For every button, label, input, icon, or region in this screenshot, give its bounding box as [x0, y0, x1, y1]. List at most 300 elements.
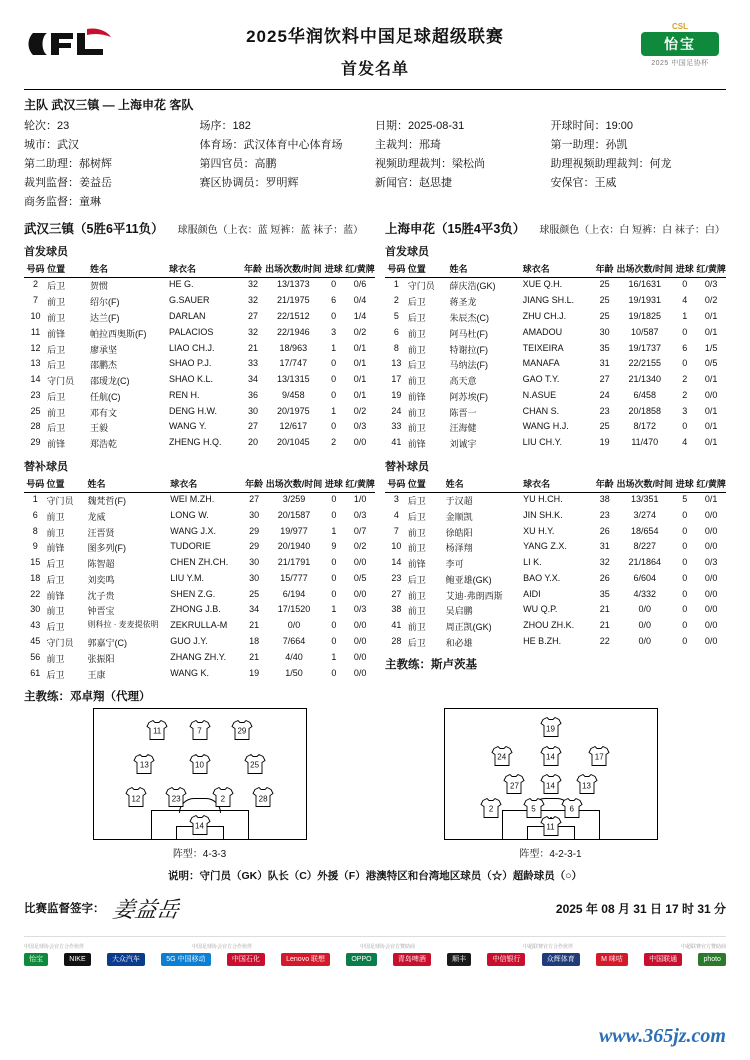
col-cards: 红/黄牌: [345, 476, 375, 493]
table-row: [24, 556, 375, 572]
player-apps: 8/227: [633, 541, 657, 552]
player-shirtname: AIDI: [523, 588, 541, 599]
team-columns: [24, 219, 726, 704]
player-shirtname: GUO J.Y.: [170, 636, 208, 647]
player-shirtname: AMADOU: [522, 326, 563, 337]
info-field: 新闻官：赵思捷: [375, 177, 452, 189]
signature-mark: 姜益岳: [110, 896, 181, 922]
table-row: [24, 619, 375, 635]
player-position: 守门员: [46, 495, 74, 506]
player-shirtname: DENG H.W.: [169, 405, 218, 416]
player-name: 郭嘉宁(C): [87, 638, 127, 649]
table-row: [24, 587, 375, 603]
player-goals: 9: [331, 541, 337, 552]
player-name: 汪晋贤: [87, 527, 115, 538]
player-name: 达兰(F): [89, 312, 120, 323]
player-position: 后卫: [407, 574, 426, 585]
player-age: 30: [599, 326, 610, 337]
player-position: 前卫: [407, 376, 426, 387]
table-row: [24, 650, 375, 666]
player-shirtname: XUE Q.H.: [522, 279, 563, 290]
player-number: 11: [30, 326, 41, 337]
info-field: 场序：182: [199, 120, 251, 132]
table-row: [385, 619, 726, 635]
info-field: 商务监督：童琳: [24, 196, 101, 208]
player-age: 34: [248, 374, 259, 385]
player-cards: 0/1: [353, 374, 367, 385]
player-shirtname: LIU Y.M.: [170, 572, 204, 583]
player-number: 4: [393, 509, 399, 520]
col-number: 号码: [24, 476, 46, 493]
player-cards: 0/1: [704, 405, 718, 416]
player-apps: 18/654: [631, 525, 659, 536]
player-position: 前卫: [46, 653, 65, 664]
player-cards: 0/1: [353, 358, 367, 369]
away-subs-label: 替补球员: [385, 460, 429, 473]
player-position: 后卫: [407, 638, 426, 649]
yibao-logo-icon: 怡宝: [641, 32, 719, 56]
player-cards: 0/0: [353, 620, 367, 631]
pitch-shirt: 28: [251, 787, 275, 808]
csl-mark-label: CSL: [672, 22, 688, 31]
player-number: 8: [393, 342, 399, 353]
player-shirtname: WANG Y.: [169, 421, 207, 432]
player-shirtname: LIU CH.Y.: [522, 437, 562, 448]
player-number: 17: [391, 374, 402, 385]
player-number: 33: [391, 421, 402, 432]
player-name: 王毅: [89, 423, 108, 434]
player-number: 41: [391, 437, 402, 448]
player-apps: 18/963: [279, 342, 308, 353]
player-goals: 4: [682, 437, 688, 448]
player-apps: 7/664: [282, 636, 306, 647]
sponsor-logo-row: [24, 953, 726, 966]
player-cards: 0/0: [353, 557, 367, 568]
player-number: 14: [30, 374, 41, 385]
player-cards: 0/1: [353, 389, 367, 400]
player-name: 阿苏埃(F): [449, 391, 488, 402]
info-field: 裁判监督：姜益岳: [24, 177, 112, 189]
col-age: 年龄: [593, 476, 616, 493]
player-number: 43: [30, 620, 41, 631]
player-position: 前卫: [46, 511, 65, 522]
player-position: 前卫: [407, 622, 426, 633]
pitch-shirt: 2: [211, 787, 235, 808]
match-teams-line: 主队 武汉三镇 — 上海申花 客队: [24, 98, 194, 112]
table-row: [385, 357, 726, 373]
signature-datetime: 2025 年 08 月 31 日 17 时 31 分: [555, 901, 726, 916]
player-goals: 5: [682, 493, 688, 504]
player-number: 38: [391, 604, 402, 615]
player-shirtname: BAO Y.X.: [523, 572, 561, 583]
table-row: [24, 508, 375, 524]
player-goals: 0: [331, 374, 337, 385]
player-apps: 1/50: [285, 667, 303, 678]
player-age: 30: [249, 572, 260, 583]
player-age: 23: [599, 405, 610, 416]
player-number: 27: [391, 588, 402, 599]
player-cards: 0/2: [353, 541, 367, 552]
col-age: 年龄: [242, 261, 265, 278]
player-cards: 0/0: [704, 588, 718, 599]
table-row: [24, 341, 375, 357]
player-shirtname: SHAO K.L.: [169, 374, 214, 385]
player-number: 2: [393, 295, 399, 306]
table-row: [385, 556, 726, 572]
table-row: [385, 341, 726, 357]
player-number: 24: [391, 405, 402, 416]
player-position: 前锋: [47, 439, 66, 450]
player-number: 12: [30, 342, 41, 353]
home-starters-label: 首发球员: [24, 246, 68, 258]
sponsor-label: 中国足球协会官方赞助商: [359, 943, 415, 950]
player-shirtname: ZHENG H.Q.: [169, 437, 222, 448]
player-apps: 6/194: [282, 588, 306, 599]
player-age: 34: [249, 604, 260, 615]
table-row: [385, 524, 726, 540]
player-name: 鲍亚雄(GK): [445, 574, 492, 585]
player-goals: 0: [331, 667, 337, 678]
player-apps: 17/1520: [277, 604, 311, 615]
player-apps: 0/0: [638, 604, 652, 615]
match-info: [24, 96, 726, 209]
player-shirtname: JIANG SH.L.: [522, 295, 575, 306]
player-cards: 1/5: [704, 342, 718, 353]
col-goals: 进球: [323, 476, 345, 493]
player-shirtname: YU H.CH.: [523, 493, 563, 504]
player-goals: 0: [682, 604, 688, 615]
player-age: 27: [249, 493, 260, 504]
signature-row: [24, 893, 726, 924]
player-shirtname: YANG Z.X.: [523, 541, 567, 552]
cfl-logo-icon: [24, 22, 116, 66]
col-apps: 出场次数/时间: [616, 261, 673, 278]
player-apps: 22/2155: [628, 358, 662, 369]
player-goals: 0: [331, 358, 337, 369]
player-shirtname: TEIXEIRA: [522, 342, 564, 353]
pitch-shirt: 14: [539, 774, 563, 795]
player-apps: 21/1791: [277, 557, 311, 568]
table-header-row: [24, 476, 375, 493]
match-info-grid: [24, 117, 726, 209]
player-goals: 6: [682, 342, 688, 353]
player-position: 守门员: [407, 281, 435, 292]
pitch-shirt: 7: [188, 719, 212, 740]
player-position: 前锋: [407, 559, 426, 570]
player-shirtname: JIN SH.K.: [523, 509, 563, 520]
sponsor-logo-item: M 咪咕: [596, 953, 628, 966]
player-age: 27: [248, 421, 259, 432]
player-age: 31: [599, 541, 610, 552]
info-field: 开球时间：19:00: [550, 120, 634, 132]
player-number: 14: [391, 557, 402, 568]
player-goals: 0: [331, 588, 337, 599]
player-cards: 0/0: [704, 620, 718, 631]
player-position: 前卫: [407, 423, 426, 434]
col-number: 号码: [385, 476, 408, 493]
player-apps: 16/1631: [628, 279, 662, 290]
player-position: 后卫: [47, 344, 66, 355]
player-shirtname: SHEN Z.G.: [170, 588, 216, 599]
player-position: 后卫: [407, 312, 426, 323]
player-name: 徐皓阳: [445, 527, 473, 538]
player-position: 前卫: [407, 344, 426, 355]
col-number: 号码: [385, 261, 408, 278]
pitch-shirt: 6: [560, 797, 584, 818]
player-number: 28: [30, 421, 41, 432]
player-position: 后卫: [407, 495, 426, 506]
player-name: 特谢拉(F): [449, 344, 488, 355]
away-formation-label: 阵型：4-2-3-1: [519, 848, 582, 860]
player-goals: 1: [331, 651, 337, 662]
player-goals: 6: [331, 295, 337, 306]
player-name: 汪海健: [449, 423, 477, 434]
info-field: 第四官员：高鹏: [199, 158, 277, 170]
player-cards: 0/3: [704, 557, 718, 568]
player-shirtname: MANAFA: [522, 358, 560, 369]
player-position: 前卫: [407, 328, 426, 339]
sponsor-label: 中超联赛官方赞助商: [680, 943, 726, 950]
player-age: 36: [248, 389, 259, 400]
player-shirtname: ZHU CH.J.: [522, 310, 567, 321]
table-row: [24, 540, 375, 556]
player-position: 前锋: [407, 391, 426, 402]
col-shirtname: 球衣名: [170, 476, 243, 493]
player-number: 2: [33, 279, 39, 290]
player-cards: 0/3: [704, 279, 718, 290]
home-team-column: [24, 219, 375, 704]
player-number: 30: [30, 604, 41, 615]
info-field: 视频助理裁判：梁松尚: [375, 158, 485, 170]
player-goals: 0: [331, 636, 337, 647]
player-age: 19: [599, 437, 610, 448]
player-shirtname: DARLAN: [169, 310, 206, 321]
player-name: 任航(C): [89, 391, 121, 402]
player-shirtname: HE B.ZH.: [523, 636, 562, 647]
pitch-shirt: 13: [575, 774, 599, 795]
player-cards: 0/0: [704, 389, 718, 400]
away-pitch-diagram: [444, 708, 658, 840]
player-cards: 0/6: [353, 279, 367, 290]
col-apps: 出场次数/时间: [265, 261, 322, 278]
player-age: 25: [599, 310, 610, 321]
player-name: 魏梵哲(F): [87, 495, 126, 506]
player-name: 陈晋一: [449, 407, 477, 418]
player-cards: 0/7: [353, 525, 367, 536]
player-number: 45: [30, 636, 41, 647]
player-name: 周正凯(GK): [445, 622, 492, 633]
player-cards: 0/0: [353, 636, 367, 647]
table-row: [24, 436, 375, 452]
player-goals: 0: [682, 636, 688, 647]
player-apps: 19/1931: [628, 295, 662, 306]
player-name: 刘诚宇: [449, 439, 477, 450]
player-cards: 0/0: [704, 572, 718, 583]
player-name: 朱辰杰(C): [449, 312, 489, 323]
info-field: 城市：武汉: [24, 139, 79, 151]
player-name: 薛庆浩(GK): [449, 281, 496, 292]
player-apps: 20/1045: [277, 437, 310, 448]
player-shirtname: SHAO P.J.: [169, 358, 212, 369]
home-subs-table: [24, 476, 375, 682]
player-number: 22: [30, 588, 41, 599]
col-cards: 红/黄牌: [345, 261, 375, 278]
table-row: [24, 294, 375, 310]
player-cards: 0/1: [704, 310, 718, 321]
player-number: 19: [391, 389, 402, 400]
pitch-shirt: 11: [539, 815, 563, 836]
player-position: 后卫: [47, 360, 66, 371]
player-cards: 0/5: [353, 572, 367, 583]
player-age: 32: [248, 279, 259, 290]
player-goals: 1: [331, 604, 337, 615]
player-age: 26: [599, 525, 610, 536]
player-number: 7: [393, 525, 399, 536]
home-team-header: [24, 219, 375, 237]
col-age: 年龄: [593, 261, 616, 278]
player-number: 25: [30, 405, 41, 416]
player-number: 28: [391, 636, 402, 647]
player-position: 前锋: [47, 328, 66, 339]
table-row: [24, 572, 375, 588]
info-field: 体育场：武汉体育中心体育场: [199, 139, 343, 151]
home-formation: [24, 708, 375, 860]
table-row: [385, 508, 726, 524]
player-number: 10: [391, 541, 402, 552]
player-number: 15: [30, 557, 41, 568]
player-apps: 21/1975: [277, 295, 310, 306]
info-field: 第一助理：孙凯: [550, 139, 628, 151]
player-apps: 20/1975: [277, 405, 310, 416]
player-cards: 0/3: [353, 509, 367, 520]
player-shirtname: WU Q.P.: [523, 604, 558, 615]
table-row: [385, 278, 726, 294]
player-position: 前卫: [46, 606, 65, 617]
player-apps: 21/1340: [628, 374, 662, 385]
player-cards: 0/2: [353, 405, 367, 416]
player-goals: 0: [682, 572, 688, 583]
player-position: 后卫: [47, 391, 66, 402]
table-row: [24, 420, 375, 436]
page-title: 2025华润饮料中国足球超级联赛: [246, 27, 504, 46]
col-position: 位置: [408, 476, 446, 493]
sponsor-logo-item: NIKE: [64, 953, 90, 966]
player-shirtname: HE G.: [169, 279, 194, 290]
table-row: [24, 666, 375, 682]
player-age: 23: [599, 509, 610, 520]
table-row: [385, 572, 726, 588]
player-position: 前卫: [407, 527, 426, 538]
table-row: [385, 587, 726, 603]
player-apps: 0/0: [638, 636, 652, 647]
away-formation: [375, 708, 726, 860]
player-apps: 13/351: [631, 493, 659, 504]
sponsor-logo-sub: 2025 中国足协杯: [651, 60, 709, 67]
player-name: 马纳法(F): [449, 360, 488, 371]
table-row: [385, 325, 726, 341]
player-name: 于汉超: [445, 495, 473, 506]
formation-diagrams: [24, 708, 726, 860]
table-row: [385, 420, 726, 436]
player-number: 1: [32, 493, 38, 504]
info-field: 助理视频助理裁判：何龙: [550, 158, 672, 170]
pitch-shirt: 17: [587, 745, 611, 766]
table-row: [385, 388, 726, 404]
player-cards: 0/1: [704, 326, 718, 337]
player-goals: 0: [331, 509, 337, 520]
player-age: 22: [599, 636, 610, 647]
player-name: 龙威: [87, 511, 106, 522]
sponsor-logo-item: 众辉体育: [542, 953, 580, 966]
player-shirtname: CHEN ZH.CH.: [170, 557, 229, 568]
player-position: 前卫: [46, 527, 65, 538]
table-row: [24, 492, 375, 508]
player-name: 郑浩乾: [89, 439, 117, 450]
pitch-shirt: 11: [145, 719, 169, 740]
player-goals: 4: [682, 295, 688, 306]
table-row: [24, 325, 375, 341]
table-row: [385, 635, 726, 651]
page-subtitle: 首发名单: [340, 61, 409, 78]
player-name: 沈子贵: [87, 590, 115, 601]
player-goals: 0: [682, 509, 688, 520]
player-age: 32: [599, 557, 610, 568]
player-goals: 2: [682, 389, 688, 400]
player-cards: 0/0: [353, 667, 367, 678]
player-number: 6: [32, 509, 38, 520]
player-shirtname: LONG W.: [170, 509, 209, 520]
player-name: 金顺凯: [445, 511, 473, 522]
pitch-shirt: 25: [243, 753, 267, 774]
player-position: 前卫: [47, 297, 66, 308]
away-coach: 主教练：斯卢茨基: [385, 659, 477, 672]
player-cards: 0/0: [704, 636, 718, 647]
player-position: 后卫: [46, 622, 65, 633]
player-goals: 0: [331, 557, 337, 568]
table-row: [385, 373, 726, 389]
player-apps: 20/1940: [277, 541, 311, 552]
player-name: 邵瑷龙(C): [89, 376, 130, 387]
player-age: 35: [599, 588, 610, 599]
player-age: 31: [599, 358, 610, 369]
home-pitch-diagram: [93, 708, 307, 840]
pitch-shirt: 14: [188, 814, 212, 835]
legend-note: 说明：守门员（GK）队长（C）外援（F）港澳特区和台湾地区球员（☆）超龄球员（○）: [167, 869, 583, 882]
sponsor-logo-item: 中国联通: [644, 953, 682, 966]
player-name: 帕拉西奥斯(F): [89, 328, 147, 339]
col-position: 位置: [408, 261, 450, 278]
player-shirtname: XU H.Y.: [523, 525, 555, 536]
player-goals: 0: [682, 279, 688, 290]
player-cards: 0/0: [704, 604, 718, 615]
player-goals: 0: [331, 421, 337, 432]
player-cards: 0/0: [704, 525, 718, 536]
player-age: 25: [249, 588, 260, 599]
player-apps: 0/0: [287, 620, 301, 631]
col-position: 位置: [47, 261, 90, 278]
col-shirtname: 球衣名: [523, 261, 594, 278]
player-position: 后卫: [407, 297, 426, 308]
info-field: 第二助理：郝树辉: [24, 158, 112, 170]
player-age: 27: [248, 310, 259, 321]
player-age: 21: [248, 342, 259, 353]
player-apps: 21/1864: [628, 557, 662, 568]
player-age: 32: [248, 326, 259, 337]
home-starters-table: [24, 261, 375, 452]
player-apps: 15/777: [280, 572, 308, 583]
table-row: [24, 278, 375, 294]
player-cards: 0/1: [704, 374, 718, 385]
